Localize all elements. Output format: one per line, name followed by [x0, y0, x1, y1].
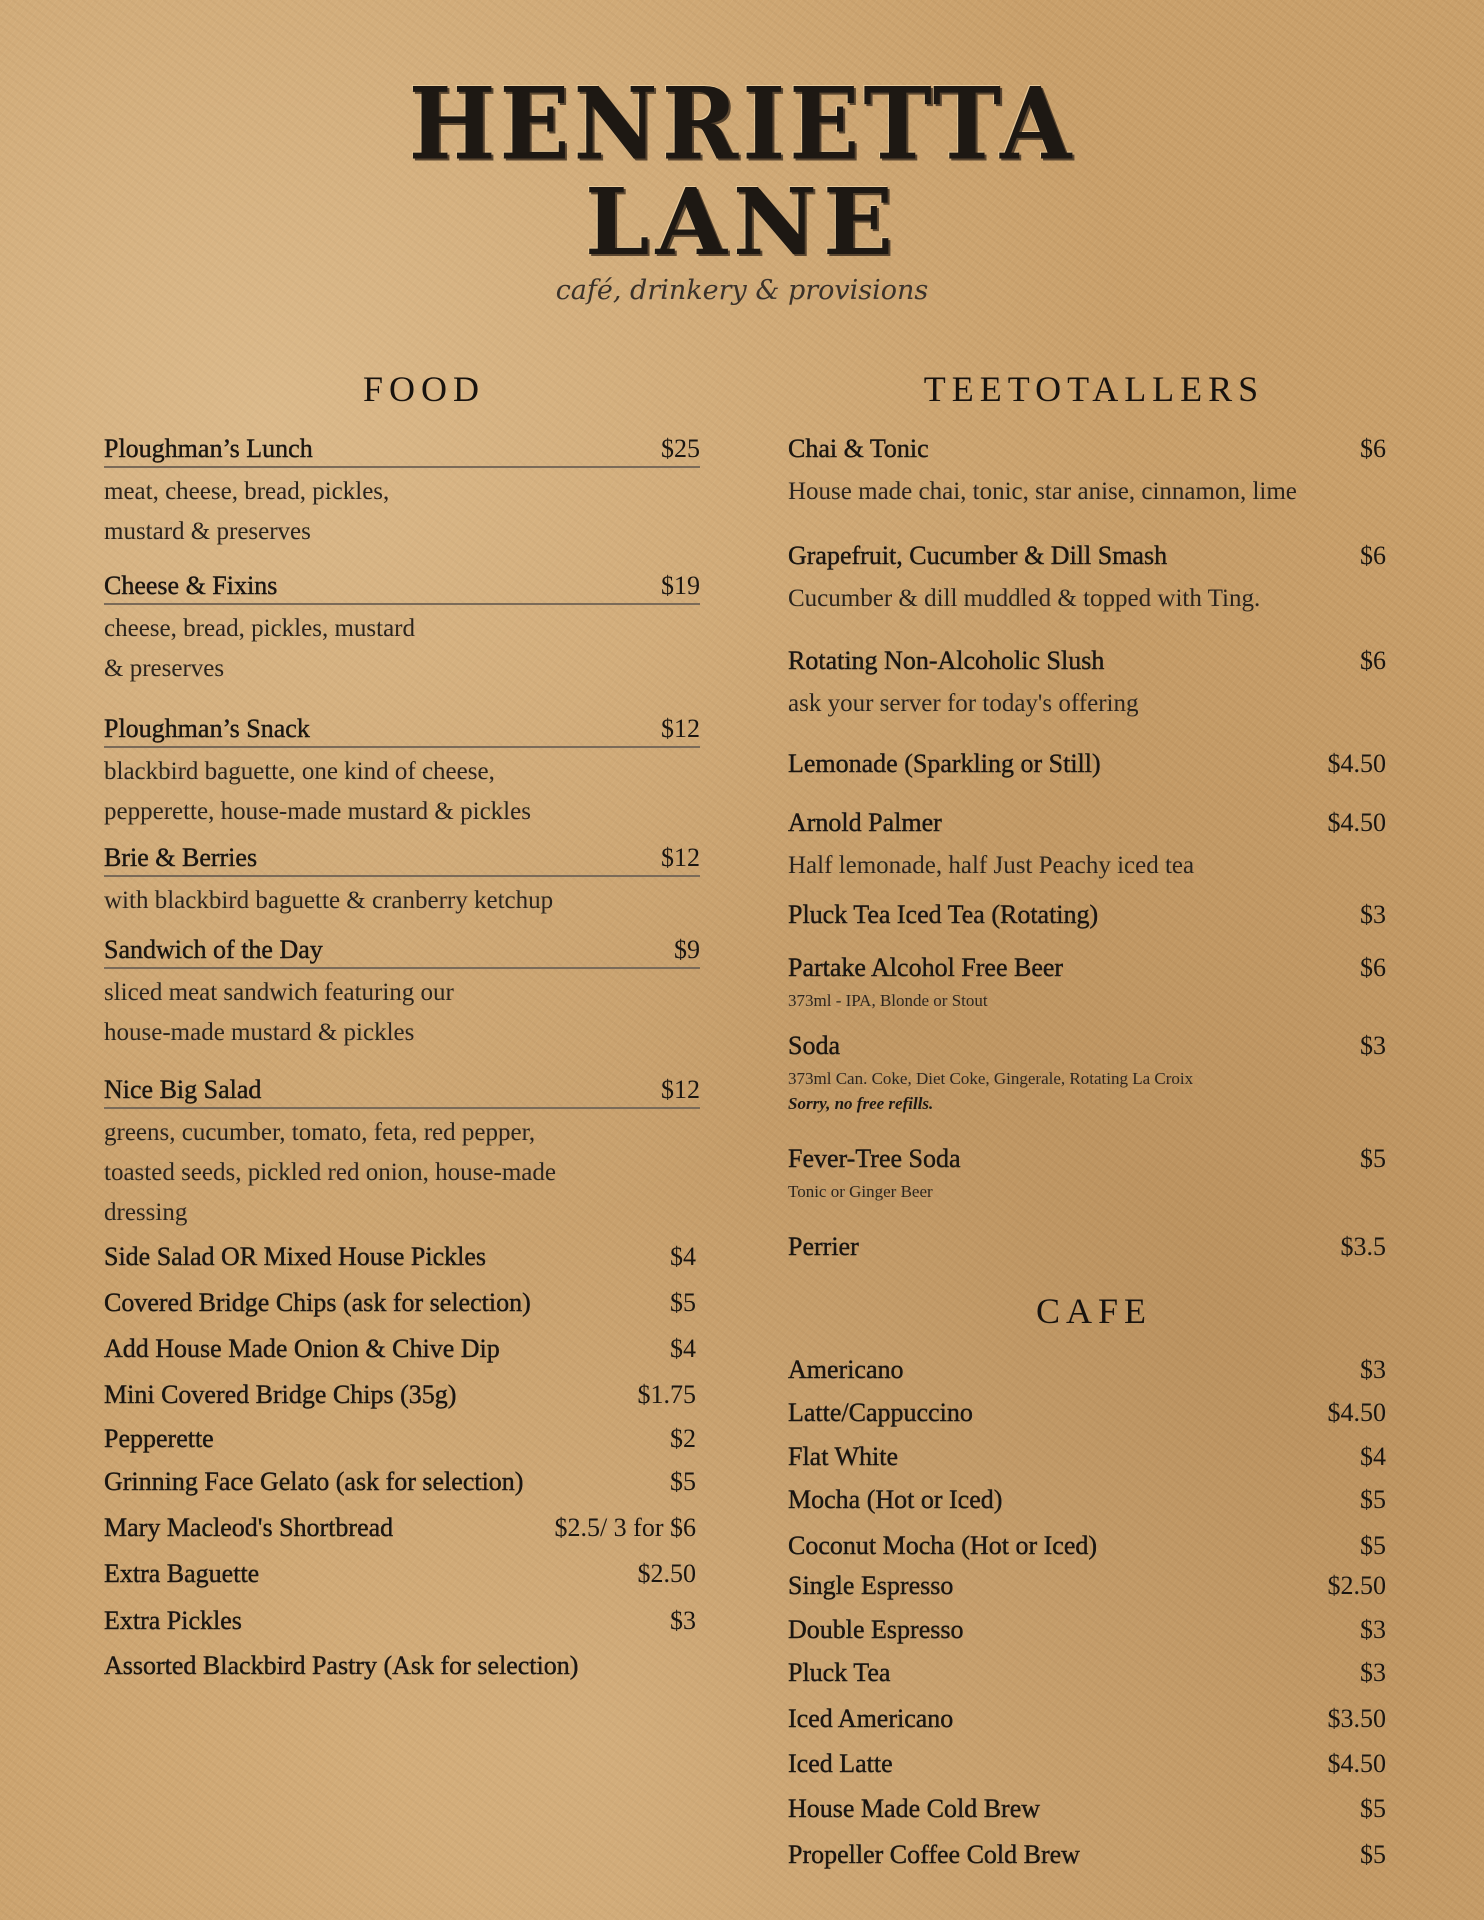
cafe-item	[788, 1355, 1386, 1385]
extra-item	[104, 1242, 696, 1272]
drink-item-price: $4.50	[1327, 808, 1386, 837]
extra-item-name: Add House Made Onion & Chive Dip	[104, 1334, 500, 1363]
drink-item-name: Perrier	[788, 1232, 859, 1261]
tagline: café, drinkery & provisions	[555, 275, 929, 306]
food-item-name: Ploughman’s Snack	[104, 714, 310, 743]
drink-item-price: $3	[1360, 900, 1386, 929]
food-item-desc: blackbird baguette, one kind of cheese, pepperette, house-made mustard & pickles	[104, 758, 531, 825]
cafe-item	[788, 1531, 1386, 1561]
drink-item-name: Arnold Palmer	[788, 808, 942, 837]
cafe-item-name: Flat White	[788, 1442, 899, 1471]
extra-item	[104, 1467, 696, 1497]
cafe-item-name: House Made Cold Brew	[788, 1794, 1041, 1823]
cafe-item	[788, 1485, 1386, 1515]
cafe-item-price: $5	[1360, 1794, 1386, 1823]
drink-item-price: $3	[1360, 1031, 1386, 1060]
extra-item-name: Assorted Blackbird Pastry (Ask for selection)	[104, 1651, 579, 1680]
extra-item-name: Mary Macleod's Shortbread	[104, 1513, 394, 1542]
cafe-section-title: CAFE	[1035, 1291, 1153, 1331]
food-item-price: $19	[661, 571, 700, 600]
drink-item	[788, 1031, 1386, 1061]
cafe-item-name: Propeller Coffee Cold Brew	[788, 1840, 1080, 1869]
drink-item	[788, 953, 1386, 983]
food-item-name: Cheese & Fixins	[104, 571, 278, 600]
extra-item	[104, 1606, 696, 1636]
food-section-title: FOOD	[362, 369, 485, 409]
drink-item-note: 373ml - IPA, Blonde or Stout	[788, 991, 988, 1010]
drink-item-price: $4.50	[1327, 749, 1386, 778]
cafe-item-price: $4	[1360, 1442, 1386, 1471]
food-item-desc: meat, cheese, bread, pickles, mustard & preserves	[104, 478, 390, 545]
extra-item-price: $3	[670, 1606, 696, 1635]
extra-item-name: Mini Covered Bridge Chips (35g)	[104, 1380, 457, 1409]
cafe-item-price: $5	[1360, 1531, 1386, 1560]
cafe-item-name: Double Espresso	[788, 1615, 964, 1644]
drink-item-price: $6	[1360, 953, 1386, 982]
drink-item	[788, 749, 1386, 779]
food-item-name: Ploughman’s Lunch	[104, 434, 313, 463]
extra-item	[104, 1559, 696, 1589]
drink-item-name: Fever-Tree Soda	[788, 1144, 961, 1173]
cafe-item	[788, 1398, 1386, 1428]
drink-item-price: $6	[1360, 434, 1386, 463]
drink-item	[788, 434, 1386, 464]
extra-item	[104, 1424, 696, 1454]
drink-item-price: $5	[1360, 1144, 1386, 1173]
food-item-desc: greens, cucumber, tomato, feta, red pepper, toasted seeds, pickled red onion, house-made dressing	[104, 1119, 556, 1226]
extra-item-name: Extra Pickles	[104, 1606, 242, 1635]
extra-item-name: Pepperette	[104, 1424, 214, 1453]
cafe-item	[788, 1571, 1386, 1601]
drink-item	[788, 900, 1386, 930]
cafe-item-price: $4.50	[1327, 1749, 1386, 1778]
cafe-item-price: $5	[1360, 1485, 1386, 1514]
cafe-item-price: $3	[1360, 1658, 1386, 1687]
food-item	[104, 571, 700, 605]
extra-item-name: Grinning Face Gelato (ask for selection)	[104, 1467, 524, 1496]
cafe-item-name: Americano	[788, 1355, 904, 1384]
drink-item-price: $6	[1360, 541, 1386, 570]
extra-item	[104, 1651, 696, 1681]
cafe-item	[788, 1794, 1386, 1824]
extra-item-price: $5	[670, 1288, 696, 1317]
food-item-price: $25	[661, 434, 700, 463]
food-item-price: $12	[661, 1075, 700, 1104]
cafe-item	[788, 1442, 1386, 1472]
drink-item-desc: Half lemonade, half Just Peachy iced tea	[788, 852, 1195, 879]
food-item	[104, 935, 700, 969]
extra-item	[104, 1334, 696, 1364]
extra-item-price: $2.50	[637, 1559, 696, 1588]
drink-item-name: Lemonade (Sparkling or Still)	[788, 749, 1101, 778]
drink-item-name: Partake Alcohol Free Beer	[788, 953, 1064, 982]
drink-item	[788, 1144, 1386, 1174]
cafe-item-name: Single Espresso	[788, 1571, 954, 1600]
drink-item	[788, 1232, 1386, 1262]
cafe-item	[788, 1749, 1386, 1779]
extra-item-price: $2	[670, 1424, 696, 1453]
food-item	[104, 843, 700, 877]
extra-item	[104, 1288, 696, 1318]
extra-item-price: $1.75	[637, 1380, 696, 1409]
food-item	[104, 1075, 700, 1109]
cafe-item-price: $2.50	[1327, 1571, 1386, 1600]
food-item-price: $12	[661, 714, 700, 743]
logo-lane: LANE	[584, 168, 900, 276]
extra-item-price: $5	[670, 1467, 696, 1496]
extra-item-name: Covered Bridge Chips (ask for selection)	[104, 1288, 531, 1317]
food-item	[104, 714, 700, 748]
cafe-item-name: Latte/Cappuccino	[788, 1398, 973, 1427]
food-item-price: $9	[674, 935, 700, 964]
cafe-item	[788, 1840, 1386, 1870]
drink-item-name: Rotating Non-Alcoholic Slush	[788, 646, 1105, 675]
drink-item	[788, 808, 1386, 838]
extra-item-name: Side Salad OR Mixed House Pickles	[104, 1242, 487, 1271]
food-item	[104, 434, 700, 468]
drink-item-note: Tonic or Ginger Beer	[788, 1182, 933, 1201]
extra-item-name: Extra Baguette	[104, 1559, 260, 1588]
extra-item-price: $4	[670, 1334, 696, 1363]
extra-item	[104, 1513, 696, 1543]
food-item-desc: sliced meat sandwich featuring our house-made mustard & pickles	[104, 979, 454, 1046]
cafe-item	[788, 1658, 1386, 1688]
drink-item-name: Soda	[788, 1031, 840, 1060]
drink-item-note: 373ml Can. Coke, Diet Coke, Gingerale, Rotating La Croix	[788, 1069, 1194, 1088]
food-item-desc: cheese, bread, pickles, mustard & preserves	[104, 615, 415, 682]
cafe-item	[788, 1704, 1386, 1734]
extra-item	[104, 1380, 696, 1410]
food-item-name: Sandwich of the Day	[104, 935, 323, 964]
drink-item-note-refills: Sorry, no free refills.	[788, 1094, 934, 1113]
cafe-item-name: Mocha (Hot or Iced)	[788, 1485, 1003, 1514]
extra-item-price: $4	[670, 1242, 696, 1271]
cafe-item-name: Iced Americano	[788, 1704, 954, 1733]
drink-item-desc: Cucumber & dill muddled & topped with Ting.	[788, 585, 1261, 612]
cafe-item	[788, 1615, 1386, 1645]
cafe-item-price: $3	[1360, 1615, 1386, 1644]
food-item-name: Nice Big Salad	[104, 1075, 262, 1104]
drink-item-desc: House made chai, tonic, star anise, cinnamon, lime	[788, 478, 1297, 505]
food-item-name: Brie & Berries	[104, 843, 258, 872]
cafe-item-name: Coconut Mocha (Hot or Iced)	[788, 1531, 1098, 1560]
drink-item	[788, 541, 1386, 571]
teetotallers-section-title: TEETOTALLERS	[923, 369, 1265, 409]
food-item-desc: with blackbird baguette & cranberry ketchup	[104, 887, 554, 914]
cafe-item-name: Pluck Tea	[788, 1658, 891, 1687]
cafe-item-name: Iced Latte	[788, 1749, 893, 1778]
drink-item-name: Grapefruit, Cucumber & Dill Smash	[788, 541, 1168, 570]
drink-item-price: $3.5	[1340, 1232, 1386, 1261]
cafe-item-price: $5	[1360, 1840, 1386, 1869]
drink-item-price: $6	[1360, 646, 1386, 675]
drink-item-name: Chai & Tonic	[788, 434, 929, 463]
cafe-item-price: $3	[1360, 1355, 1386, 1384]
extra-item-price: $2.5/ 3 for $6	[554, 1513, 696, 1542]
cafe-item-price: $4.50	[1327, 1398, 1386, 1427]
drink-item	[788, 646, 1386, 676]
drink-item-name: Pluck Tea Iced Tea (Rotating)	[788, 900, 1099, 929]
drink-item-desc: ask your server for today's offering	[788, 690, 1139, 717]
cafe-item-price: $3.50	[1327, 1704, 1386, 1733]
food-item-price: $12	[661, 843, 700, 872]
logo-henrietta: HENRIETTA	[408, 65, 1076, 183]
